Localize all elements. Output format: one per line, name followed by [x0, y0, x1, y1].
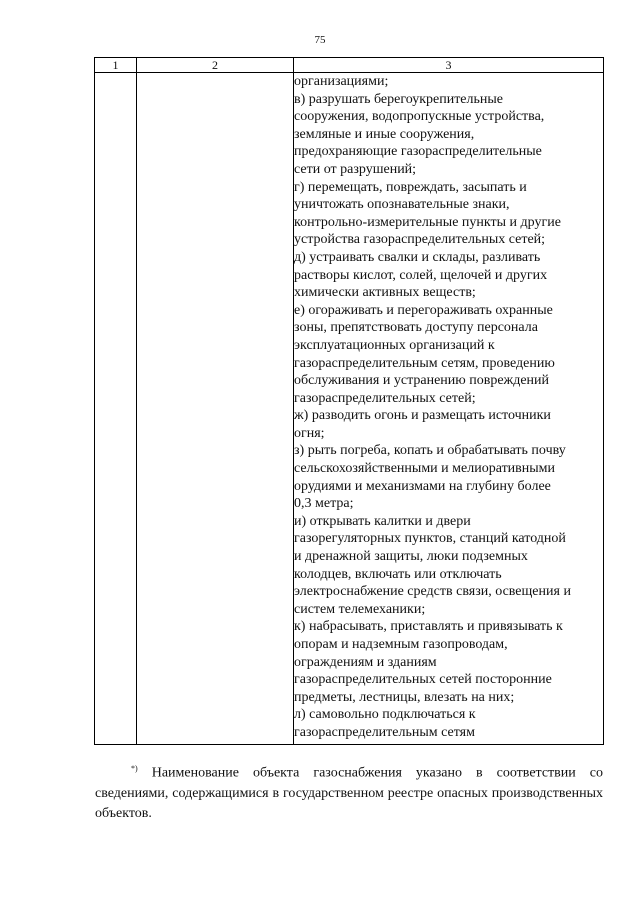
- text-line: сельскохозяйственными и мелиоративными: [294, 461, 556, 477]
- text-line: газораспределительным сетям: [294, 724, 475, 740]
- page-number: 75: [314, 34, 326, 46]
- text-line: и дренажной защиты, люки подземных: [294, 549, 528, 565]
- text-line: земляные и иные сооружения,: [294, 126, 475, 142]
- text-line: электроснабжение средств связи, освещения и: [294, 584, 571, 600]
- footnote-text: Наименование объекта газоснабжения указано в соответствии со сведениями, содержащимися в государственном реестре опасных производственных объектов.: [95, 765, 603, 821]
- table-header-row: [95, 58, 604, 73]
- table-cell-col2: [137, 73, 294, 745]
- text-line: газораспределительных сетей посторонние: [294, 672, 552, 688]
- table-row: [95, 73, 604, 745]
- text-line: ж) разводить огонь и размещать источники: [294, 408, 551, 424]
- text-line: газорегуляторных пунктов, станций катодной: [294, 531, 566, 547]
- text-line: контрольно-измерительные пункты и другие: [294, 214, 561, 230]
- text-line: сооружения, водопропускные устройства,: [294, 109, 545, 125]
- text-line: предохраняющие газораспределительные: [294, 144, 542, 160]
- text-line: химически активных веществ;: [294, 285, 476, 301]
- text-line: зоны, препятствовать доступу персонала: [294, 320, 538, 336]
- text-line: газораспределительным сетям, проведению: [294, 355, 555, 371]
- text-line: в) разрушать берегоукрепительные: [294, 91, 504, 107]
- text-line: газораспределительных сетей;: [294, 390, 476, 406]
- column-header-2: 2: [137, 58, 294, 73]
- text-line: сети от разрушений;: [294, 161, 417, 177]
- text-line: ограждениям и зданиям: [294, 654, 437, 670]
- text-line: орудиями и механизмами на глубину более: [294, 478, 551, 494]
- footnote-marker: *): [131, 764, 138, 773]
- text-line: 0,3 метра;: [294, 496, 354, 512]
- text-line: организациями;: [294, 74, 389, 89]
- text-line: растворы кислот, солей, щелочей и других: [294, 267, 548, 283]
- footnote-paragraph: [95, 759, 603, 824]
- text-line: з) рыть погреба, копать и обрабатывать почву: [294, 443, 566, 459]
- text-line: систем телемеханики;: [294, 601, 426, 617]
- document-table: [94, 57, 604, 745]
- column-header-1: 1: [95, 58, 137, 73]
- text-line: л) самовольно подключаться к: [294, 707, 476, 723]
- text-line: уничтожать опознавательные знаки,: [294, 197, 510, 213]
- text-line: обслуживания и устранению повреждений: [294, 373, 550, 389]
- text-line: огня;: [294, 425, 325, 441]
- text-line: устройства газораспределительных сетей;: [294, 232, 546, 248]
- footnote: [95, 759, 603, 824]
- text-line: е) огораживать и перегораживать охранные: [294, 302, 553, 318]
- text-line: и) открывать калитки и двери: [294, 513, 471, 529]
- table-cell-col3: [294, 73, 604, 745]
- column-header-3: 3: [294, 58, 604, 73]
- text-line: предметы, лестницы, влезать на них;: [294, 689, 515, 705]
- text-line: д) устраивать свалки и склады, разливать: [294, 249, 541, 265]
- text-line: опорам и надземным газопроводам,: [294, 637, 508, 652]
- text-line: к) набрасывать, приставлять и привязывать к: [294, 619, 563, 635]
- text-line: колодцев, включать или отключать: [294, 566, 502, 582]
- text-line: эксплуатационных организаций к: [294, 337, 495, 353]
- table-cell-col1: [95, 73, 137, 745]
- text-line: г) перемещать, повреждать, засыпать и: [294, 179, 527, 195]
